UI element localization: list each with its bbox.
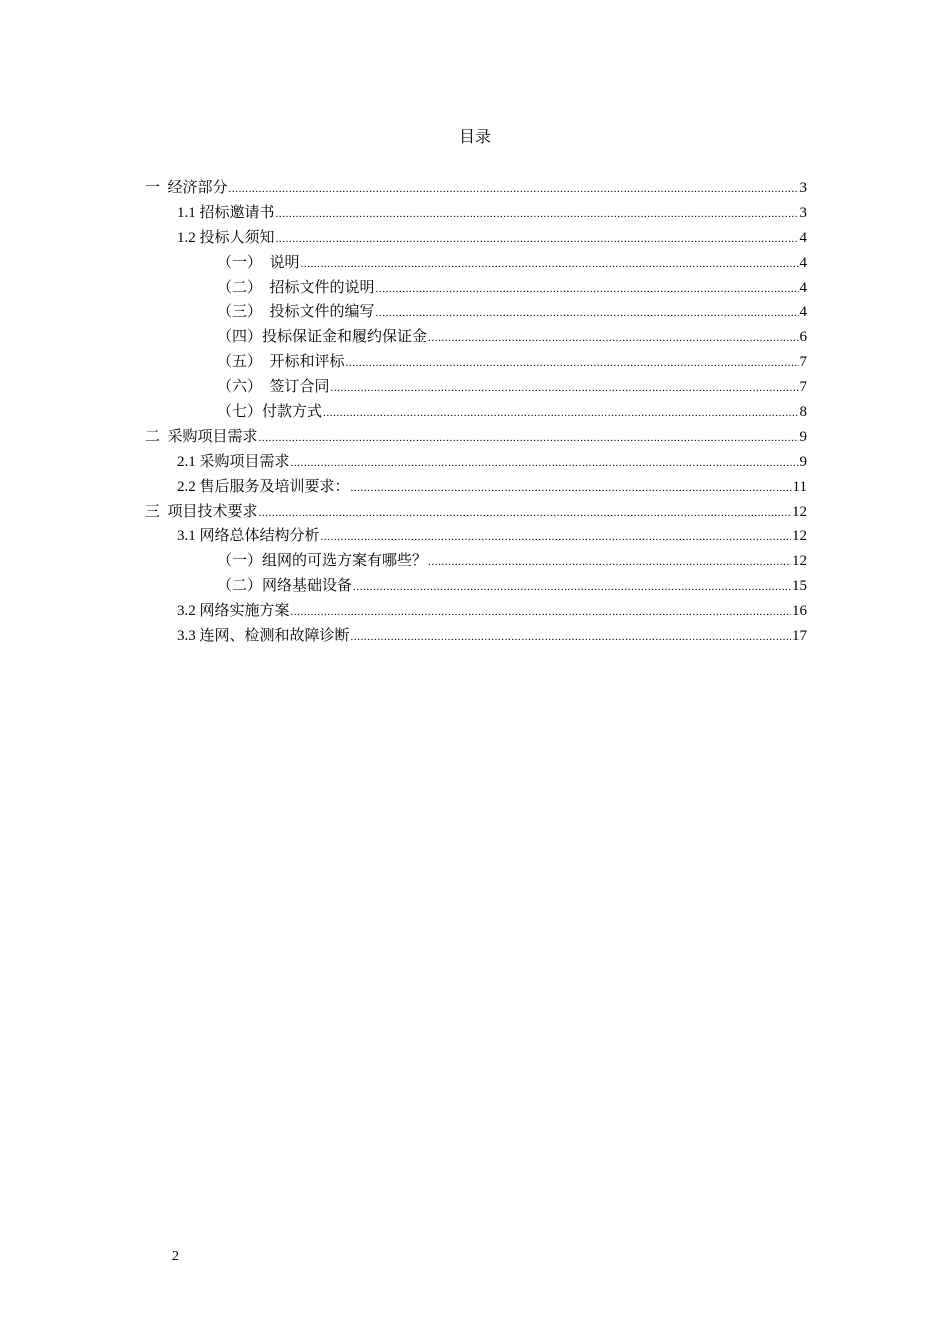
toc-entry[interactable] [145,276,807,301]
toc-entry-page: 6 [799,329,807,346]
toc-entry-label: 3.1 网络总体结构分析 [177,528,320,545]
toc-entry-label: 3.2 网络实施方案 [177,603,290,620]
toc-entry[interactable] [145,549,807,574]
toc-entry[interactable] [145,400,807,425]
toc-entry[interactable] [145,624,807,649]
toc-entry[interactable] [145,450,807,475]
toc-entry[interactable] [145,325,807,350]
toc-dot-leader [331,376,799,401]
toc-entry[interactable] [145,574,807,599]
toc-entry[interactable] [145,500,807,525]
toc-entry[interactable] [145,176,807,201]
toc-entry[interactable] [145,475,807,500]
toc-entry-page: 3 [799,204,807,221]
toc-entry-label: 2.2 售后服务及培训要求： [177,478,350,495]
toc-entry-label: （三） 投标文件的编写 [217,304,375,321]
page-number: 2 [172,1249,179,1264]
toc-dot-leader [323,401,798,426]
toc-entry-label: （二）网络基础设备 [217,578,353,595]
toc-dot-leader [376,301,799,326]
toc-dot-leader [259,501,791,526]
toc-entry-page: 15 [792,578,807,595]
toc-entry-label: （一）组网的可选方案有哪些？ [217,553,428,570]
toc-entry-page: 4 [799,279,807,296]
toc-entry-label: （二） 招标文件的说明 [217,279,375,296]
toc-entry-page: 16 [792,603,807,620]
toc-entry-page: 7 [799,354,807,371]
toc-entry[interactable] [145,524,807,549]
toc-entry-label: （四）投标保证金和履约保证金 [217,329,428,346]
toc-dot-leader [291,451,799,476]
toc-entry-page: 9 [799,428,807,445]
toc-entry[interactable] [145,375,807,400]
toc-entry[interactable] [145,300,807,325]
toc-entry-page: 17 [792,628,807,645]
toc-entry-page: 12 [792,553,807,570]
toc-entry-page: 8 [799,404,807,421]
toc-dot-leader [301,252,799,277]
toc-entry-page: 12 [792,503,807,520]
page-title: 目录 [458,129,491,146]
toc-entry-page: 12 [792,528,807,545]
toc-dot-leader [291,600,791,625]
toc-dot-leader [259,426,799,451]
toc-dot-leader [229,177,799,202]
toc-entry-label: 一 经济部分 [145,180,228,196]
toc-dot-leader [276,227,799,252]
toc-entry-page: 9 [799,453,807,470]
toc-entry[interactable] [145,350,807,375]
toc-entry-label: （五） 开标和评标 [217,354,345,371]
toc-dot-leader [346,351,799,376]
toc-dot-leader [428,326,798,351]
toc-entry-page: 4 [799,254,807,271]
toc-dot-leader [321,525,791,550]
toc-dot-leader [376,277,799,302]
toc-entry-page: 3 [799,180,807,196]
toc-entry-label: 三 项目技术要求 [145,503,258,520]
toc-entry-label: （一） 说明 [217,254,300,271]
toc-dot-leader [351,476,792,501]
toc-entry[interactable] [145,599,807,624]
toc-entry-label: 1.2 投标人须知 [177,229,275,246]
toc-entry-label: 3.3 连网、检测和故障诊断 [177,628,350,645]
toc-dot-leader [351,625,791,650]
toc-entry[interactable] [145,425,807,450]
toc-entry-label: （六） 签订合同 [217,379,330,396]
toc-dot-leader [276,202,799,227]
toc-entry-label: 1.1 招标邀请书 [177,204,275,221]
toc-dot-leader [428,550,791,575]
toc-entry-page: 11 [792,478,807,495]
toc-entry[interactable] [145,226,807,251]
toc-entry-page: 4 [799,229,807,246]
toc-entry[interactable] [145,201,807,226]
toc-entry-label: （七）付款方式 [217,404,323,421]
toc-entry-label: 二 采购项目需求 [145,428,258,445]
toc-entry-page: 4 [799,304,807,321]
toc-entry-label: 2.1 采购项目需求 [177,453,290,470]
toc-dot-leader [353,575,791,600]
toc-entry[interactable] [145,251,807,276]
toc-entry-page: 7 [799,379,807,396]
table-of-contents [145,176,807,649]
